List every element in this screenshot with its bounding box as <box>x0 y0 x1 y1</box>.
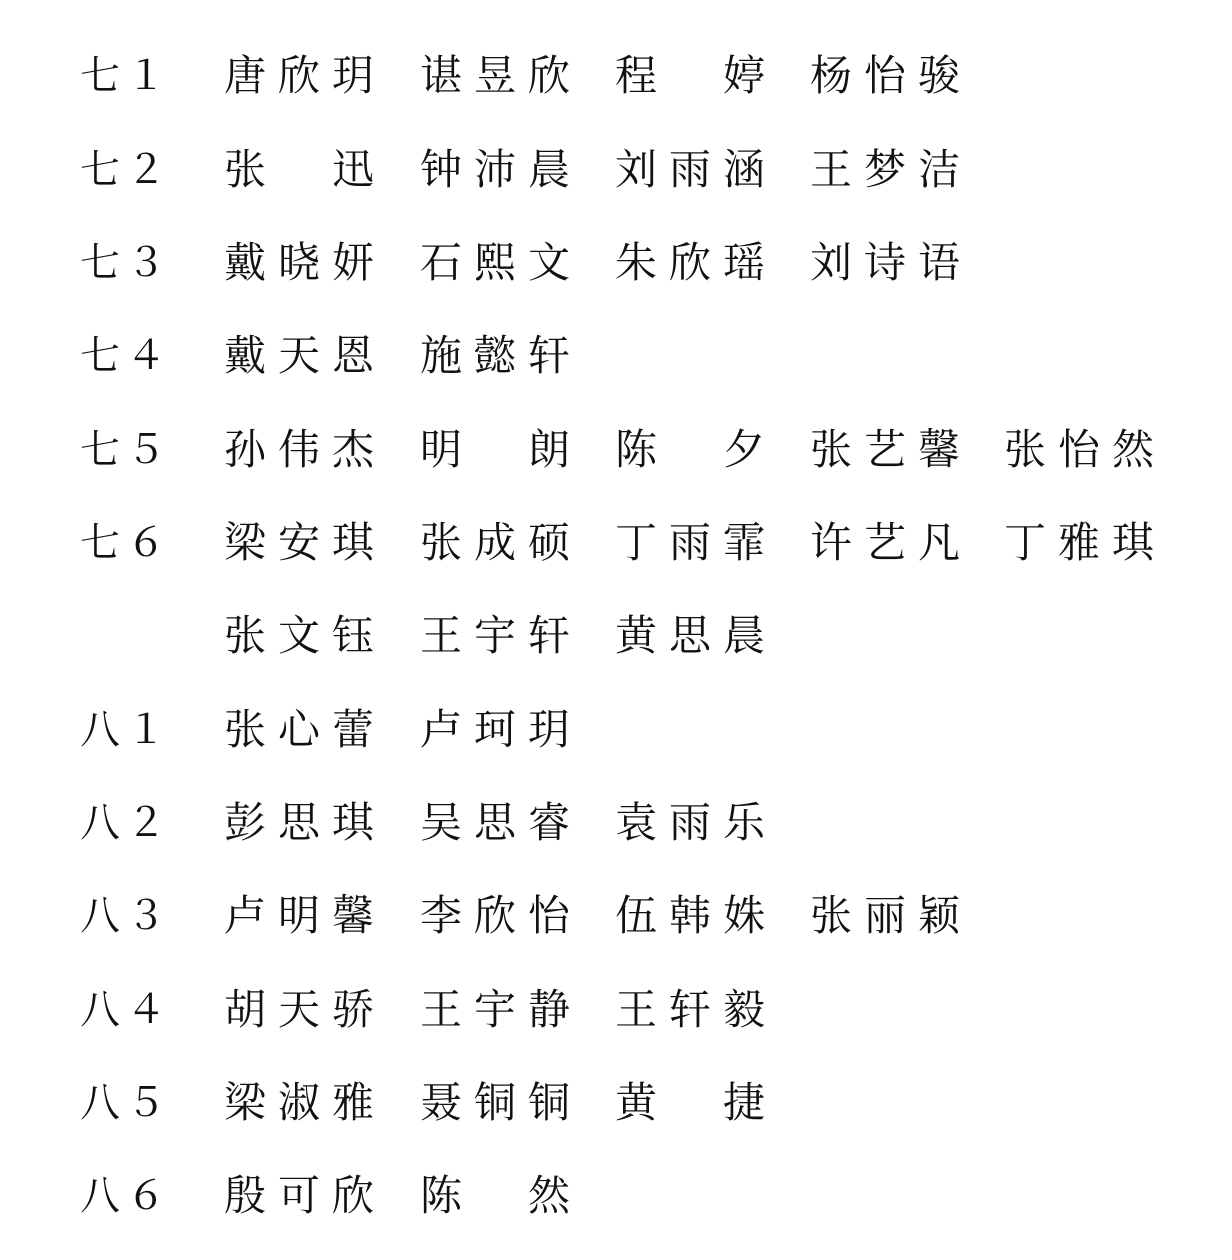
student-name: 王宇轩 <box>420 611 570 660</box>
class-row <box>0 420 1232 480</box>
student-name: 张丽颖 <box>810 891 960 940</box>
student-name: 程 婷 <box>615 51 765 100</box>
student-name: 谌昱欣 <box>420 51 570 100</box>
student-name: 殷可欣 <box>224 1171 374 1220</box>
class-label: 七６ <box>80 520 172 566</box>
student-name: 黄思晨 <box>615 611 765 660</box>
student-name: 唐欣玥 <box>224 51 374 100</box>
class-label: 七４ <box>80 333 172 379</box>
student-name: 张怡然 <box>1004 425 1154 474</box>
student-name: 刘雨涵 <box>615 145 765 194</box>
student-name: 许艺凡 <box>810 518 960 567</box>
student-name: 戴天恩 <box>224 331 374 380</box>
student-name: 陈 夕 <box>615 425 765 474</box>
student-name: 钟沛晨 <box>420 145 570 194</box>
class-label: 八６ <box>80 1173 172 1219</box>
class-label: 七５ <box>80 427 172 473</box>
class-row <box>0 513 1232 573</box>
student-name: 袁雨乐 <box>615 798 765 847</box>
class-label: 七２ <box>80 147 172 193</box>
class-row <box>0 980 1232 1040</box>
class-label: 八３ <box>80 893 172 939</box>
student-name: 王梦洁 <box>810 145 960 194</box>
student-name: 张成硕 <box>420 518 570 567</box>
class-label: 七１ <box>80 53 172 99</box>
student-name: 黄 捷 <box>615 1078 765 1127</box>
student-name: 彭思琪 <box>224 798 374 847</box>
student-name: 伍韩姝 <box>615 891 765 940</box>
student-name: 戴晓妍 <box>224 238 374 287</box>
class-row <box>0 793 1232 853</box>
student-name: 张文钰 <box>224 611 374 660</box>
student-name: 吴思睿 <box>420 798 570 847</box>
class-label: 八１ <box>80 707 172 753</box>
student-name: 朱欣瑶 <box>615 238 765 287</box>
student-name: 李欣怡 <box>420 891 570 940</box>
student-name: 丁雨霏 <box>615 518 765 567</box>
student-name: 张 迅 <box>224 145 374 194</box>
student-name: 王宇静 <box>420 985 570 1034</box>
class-label: 八５ <box>80 1080 172 1126</box>
student-name: 王轩毅 <box>615 985 765 1034</box>
student-name: 刘诗语 <box>810 238 960 287</box>
student-name: 张心蕾 <box>224 705 374 754</box>
class-row-continuation <box>0 606 1232 666</box>
student-name: 卢明馨 <box>224 891 374 940</box>
class-row <box>0 46 1232 106</box>
student-name: 丁雅琪 <box>1004 518 1154 567</box>
student-name: 胡天骄 <box>224 985 374 1034</box>
student-name: 施懿轩 <box>420 331 570 380</box>
class-row <box>0 140 1232 200</box>
student-name: 梁淑雅 <box>224 1078 374 1127</box>
class-row <box>0 326 1232 386</box>
student-name: 卢珂玥 <box>420 705 570 754</box>
student-name: 梁安琪 <box>224 518 374 567</box>
class-row <box>0 886 1232 946</box>
class-row <box>0 233 1232 293</box>
class-row <box>0 1073 1232 1133</box>
class-label: 八４ <box>80 987 172 1033</box>
student-name: 陈 然 <box>420 1171 570 1220</box>
class-row <box>0 700 1232 760</box>
student-name: 孙伟杰 <box>224 425 374 474</box>
student-name: 杨怡骏 <box>810 51 960 100</box>
class-label: 七３ <box>80 240 172 286</box>
student-name: 聂铜铜 <box>420 1078 570 1127</box>
student-name: 明 朗 <box>420 425 570 474</box>
class-label: 八２ <box>80 800 172 846</box>
class-row <box>0 1166 1232 1226</box>
student-name: 石熙文 <box>420 238 570 287</box>
student-name: 张艺馨 <box>810 425 960 474</box>
